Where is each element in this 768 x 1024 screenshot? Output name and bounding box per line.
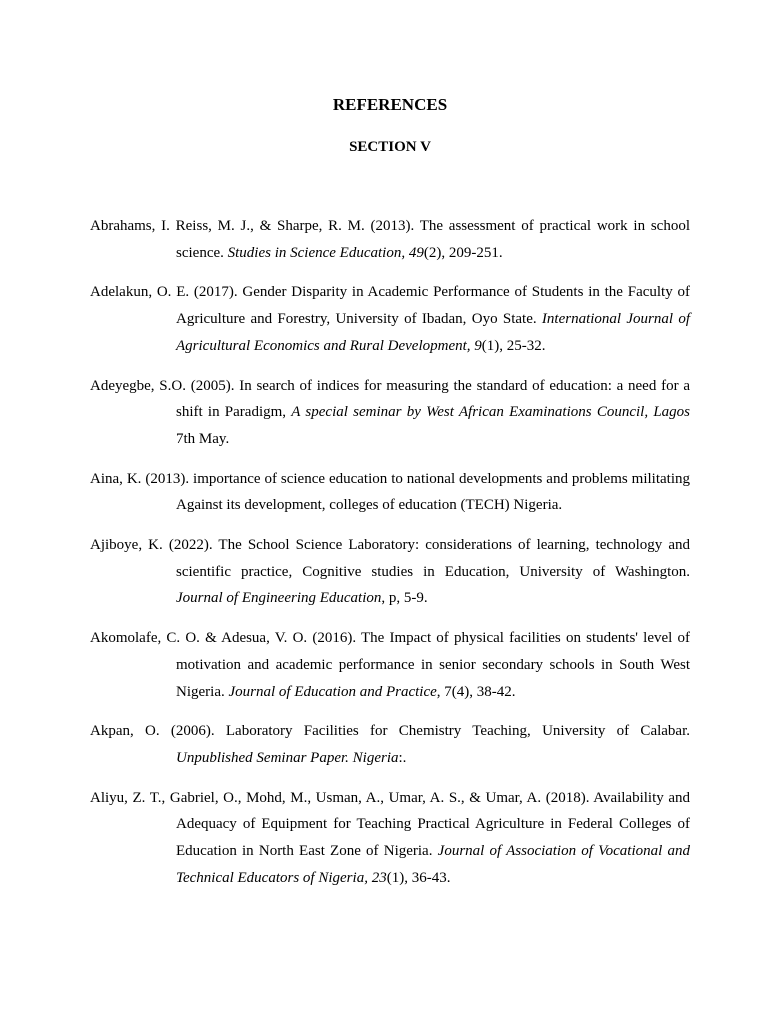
reference-text: Akpan, O. (2006). Laboratory Facilities for Chemistry Teaching, University of Calabar. [90, 723, 690, 740]
reference-details: (1), 25-32. [481, 337, 546, 354]
reference-details: (1), 36-43. [386, 869, 451, 886]
reference-source: Journal of Association of Vocational and Technical Educators of Nigeria, 23 [176, 843, 690, 886]
reference-source: International Journal of Agricultural Economics and Rural Development, 9 [176, 311, 690, 354]
reference-details: :. [398, 749, 407, 766]
reference-entry-aliyu [90, 785, 690, 892]
reference-entry-aina [90, 466, 690, 519]
reference-source: Journal of Education and Practice [228, 683, 437, 700]
reference-details: 7th May. [176, 430, 230, 447]
reference-text: Aliyu, Z. T., Gabriel, O., Mohd, M., Usman, A., Umar, A. S., & Umar, A. (2018). Availability and Adequacy of Equipment for Teaching Practical Agriculture in Federal Colleges of Education in North East Zone of Nigeria. [90, 789, 690, 860]
section-subtitle: SECTION V [349, 139, 431, 155]
reference-text: Ajiboye, K. (2022). The School Science Laboratory: considerations of learning, technology and scientific practice, Cognitive studies in Education, University of Washington. [90, 537, 690, 580]
reference-details: , 7(4), 38-42. [436, 683, 516, 700]
reference-text: Akomolafe, C. O. & Adesua, V. O. (2016). The Impact of physical facilities on students' level of motivation and academic performance in senior secondary schools in South West Nigeria. [90, 630, 690, 700]
reference-source: Studies in Science Education, 49 [227, 244, 424, 261]
reference-text: Abrahams, I. Reiss, M. J., & Sharpe, R. M. (2013). The assessment of practical work in school science. [90, 218, 690, 261]
reference-entry-adeyegbe [90, 373, 690, 453]
reference-entry-adelakun [90, 279, 690, 359]
reference-text: Adeyegbe, S.O. (2005). In search of indices for measuring the standard of education: a need for a shift in Paradigm, [90, 377, 690, 421]
reference-text: Aina, K. (2013). importance of science education to national developments and problems militating Against its development, colleges of education (TECH) Nigeria. [90, 470, 690, 514]
reference-entry-akomolafe [90, 625, 690, 705]
page-title: REFERENCES [332, 95, 448, 114]
reference-entry-abrahams [90, 213, 690, 266]
reference-details: (2), 209-251. [423, 244, 503, 261]
reference-details: , p, 5-9. [381, 590, 428, 607]
reference-text: Adelakun, O. E. (2017). Gender Disparity in Academic Performance of Students in the Faculty of Agriculture and Forestry, University of Ibadan, Oyo State. [90, 284, 690, 328]
reference-source: Journal of Engineering Education [176, 590, 382, 607]
reference-source: Unpublished Seminar Paper. Nigeria [176, 749, 399, 766]
reference-list [90, 213, 690, 904]
reference-entry-ajiboye [90, 532, 690, 612]
reference-source: A special seminar by West African Examinations Council, Lagos [291, 404, 690, 421]
reference-entry-akpan [90, 718, 690, 771]
